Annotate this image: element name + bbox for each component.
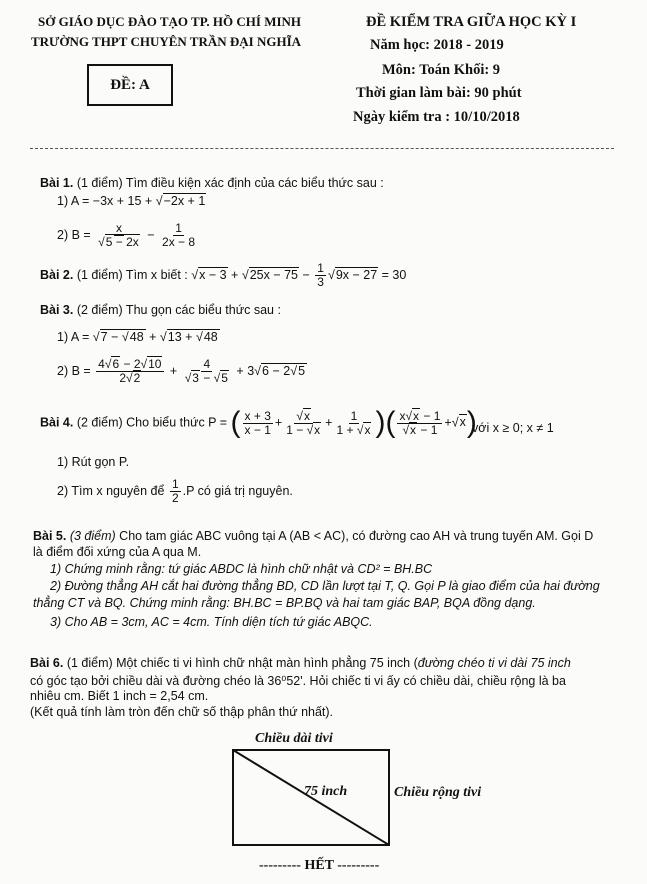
problem-4-condition: với x ≥ 0; x ≠ 1 bbox=[472, 421, 554, 435]
p3-a-root-2-inner: 48 bbox=[203, 330, 218, 344]
p3-g-r1: 3 bbox=[192, 371, 199, 385]
p2-root-2: 25x − 75 bbox=[249, 267, 298, 282]
p4-d-d2: − 1 bbox=[417, 422, 438, 437]
p3-tail-a: + 3 bbox=[232, 363, 255, 378]
p4-d-n3: − 1 bbox=[420, 408, 441, 423]
problem-2: Bài 2. (1 điểm) Tìm x biết : √x − 3 + √25x − 75 − $\frac{1}{3}$ √9x − 27 = 30 bbox=[40, 261, 407, 289]
problem-6-line-4: (Kết quả tính làm tròn đến chữ số thập phân thứ nhất). bbox=[30, 705, 334, 719]
p4-b-den-r: x bbox=[314, 422, 321, 437]
p1-frac-1-den: √5 − 2x bbox=[98, 235, 139, 249]
problem-3-text: (2 điểm) Thu gọn các biểu thức sau : bbox=[76, 303, 281, 317]
p3-g-num: 4 bbox=[203, 357, 211, 371]
subject-line: Môn: Toán Khối: 9 bbox=[382, 62, 501, 78]
p2-minus: − bbox=[299, 267, 314, 282]
problem-5-text-1: Cho tam giác ABC vuông tại A (AB < AC), có đường cao AH và trung tuyến AM. Gọi D bbox=[115, 529, 594, 543]
problem-4-text: (2 điểm) Cho biểu thức P = bbox=[76, 415, 231, 430]
problem-5-label: Bài 5. bbox=[33, 529, 67, 543]
exam-code: ĐỀ: A bbox=[110, 76, 150, 93]
p3-d-a: 2 bbox=[119, 371, 127, 385]
p4-d-d1: x bbox=[410, 422, 417, 437]
p4-e-root: x bbox=[459, 415, 466, 430]
problem-4-question-1: 1) Rút gọn P. bbox=[57, 455, 130, 469]
end-marker: --------- HẾT --------- bbox=[259, 858, 380, 873]
p4-q2-den: 2 bbox=[171, 491, 179, 505]
p4-d-n1: x bbox=[399, 408, 406, 423]
problem-5-question-2b: thẳng CT và BQ. Chứng minh rằng: BH.BC = BP.BQ và hai tam giác BAP, BQA đồng dạng. bbox=[33, 596, 536, 610]
problem-2-label: Bài 2. bbox=[40, 267, 74, 282]
p2-equals: = 30 bbox=[378, 267, 407, 282]
problem-3-part-1: 1) A = √7 − √48 + √13 + √48 bbox=[57, 330, 218, 344]
problem-6-text-1b: đường chéo ti vi dài 75 inch bbox=[417, 656, 571, 670]
p4-b-den-t: 1 − bbox=[286, 422, 307, 437]
problem-3-part-2: 2) B = $\frac{4√6 - 2√10}{2√2}$ + $\frac{4}{√3 - √5}$ + 3√6 − 2√5 bbox=[57, 357, 306, 385]
p3-a-root-2-text: 13 + bbox=[167, 330, 196, 344]
p3-a-plus: + bbox=[145, 330, 160, 344]
p4-c-den-r: x bbox=[364, 422, 371, 437]
p1-frac-1-root: 5 − 2x bbox=[105, 235, 139, 249]
p4-d-den: √x − 1 bbox=[402, 422, 438, 437]
p2-frac-den: 3 bbox=[317, 275, 324, 289]
problem-5-question-2a: 2) Đường thẳng AH cắt hai đường thẳng BD, CD lần lượt tại T, Q. Gọi P là giao điểm của hai đường bbox=[50, 579, 600, 593]
p3-g-r2: 5 bbox=[221, 371, 228, 385]
p2-root-1: x − 3 bbox=[199, 267, 227, 282]
problem-2-text: (1 điểm) Tìm x biết : bbox=[76, 267, 192, 282]
problem-5-line-2: là điểm đối xứng của A qua M. bbox=[33, 545, 202, 559]
paren-close-1: ) bbox=[375, 406, 386, 439]
p2-frac-num: 1 bbox=[317, 261, 324, 275]
p1-minus: − bbox=[143, 227, 159, 242]
problem-1-part-1: 1) A = −3x + 15 + √−2x + 1 bbox=[57, 194, 206, 208]
p3-b-label: 2) B = bbox=[57, 363, 95, 378]
p4-q2-num: 1 bbox=[171, 477, 179, 491]
paren-close-2: ) bbox=[466, 406, 477, 439]
p3-a-root-1: 7 − √48 bbox=[100, 330, 144, 344]
problem-4-label: Bài 4. bbox=[40, 415, 74, 430]
p4-c-den-t: 1 + bbox=[336, 422, 357, 437]
department-name: SỞ GIÁO DỤC ĐÀO TẠO TP. HỒ CHÍ MINH bbox=[38, 14, 302, 29]
problem-5-question-1: 1) Chứng minh rằng: tứ giác ABDC là hình chữ nhật và CD² = BH.BC bbox=[50, 562, 433, 576]
school-name: TRƯỜNG THPT CHUYÊN TRẦN ĐẠI NGHĨA bbox=[31, 34, 302, 49]
p4-c-num: 1 bbox=[350, 408, 358, 423]
p4-c-den: 1 + √x bbox=[336, 422, 371, 437]
p4-b-den: 1 − √x bbox=[286, 422, 321, 437]
problem-6-label: Bài 6. bbox=[30, 656, 64, 670]
duration-line: Thời gian làm bài: 90 phút bbox=[356, 85, 522, 101]
tv-diagonal-label: 75 inch bbox=[304, 784, 348, 799]
p1-frac-2-num: 1 bbox=[175, 221, 182, 235]
p3-b-frac-1-den: 2√2 bbox=[119, 371, 141, 385]
tv-width-label: Chiều rộng tivi bbox=[394, 785, 482, 800]
paren-open-1: ( bbox=[230, 406, 241, 439]
p3-tail-r-b: 5 bbox=[298, 363, 306, 378]
p3-a-root-2: 13 + √48 bbox=[167, 330, 218, 344]
problem-6-text-1a: (1 điểm) Một chiếc ti vi hình chữ nhật màn hình phẳng 75 inch ( bbox=[63, 656, 418, 670]
school-year: Năm học: 2018 - 2019 bbox=[370, 37, 504, 53]
problem-4-expression: Bài 4. (2 điểm) Cho biểu thức P = ( $\frac{x + 3}{x - 1}$ + $\frac{√x}{1 - √x}$ + $\frac{1}{1 + √x}$ )( $\frac{x√x - 1}{√x - 1}$ +√x) bbox=[40, 406, 477, 439]
problem-5-question-3: 3) Cho AB = 3cm, AC = 4cm. Tính diện tích tứ giác ABQC. bbox=[50, 615, 373, 629]
p1-root-a: −2x + 1 bbox=[163, 194, 206, 208]
problem-6-line-3: nhiêu cm. Biết 1 inch = 2,54 cm. bbox=[30, 689, 209, 703]
problem-3-label: Bài 3. bbox=[40, 303, 74, 317]
p4-q2-a: 2) Tìm x nguyên để bbox=[57, 483, 168, 498]
p4-b-num-r: x bbox=[303, 408, 310, 423]
problem-6-line-2: có góc tạo bởi chiều dài và đường chéo là 36⁰52'. Hỏi chiếc ti vi ấy có chiều dài, chiều rộng là ba bbox=[30, 674, 566, 688]
p3-n-r1: 6 bbox=[112, 357, 120, 371]
p4-d-n2: x bbox=[413, 408, 420, 423]
problem-5-points: (3 điểm) bbox=[69, 529, 116, 543]
p1-frac-2-den: 2x − 8 bbox=[162, 235, 196, 249]
problem-1-label: Bài 1. bbox=[40, 176, 74, 190]
p3-a-label: 1) A = bbox=[57, 330, 93, 344]
paren-open-2: ( bbox=[385, 406, 396, 439]
p3-a-root-1-inner: 48 bbox=[129, 330, 144, 344]
p3-d-r: 2 bbox=[133, 371, 141, 385]
p1-expr-a: 1) A = −3x + 15 + bbox=[57, 194, 156, 208]
p1-expr-b: 2) B = bbox=[57, 227, 95, 242]
exam-title: ĐỀ KIỂM TRA GIỮA HỌC KỲ I bbox=[366, 14, 577, 30]
p3-tail-r-a: 6 − 2 bbox=[262, 363, 291, 378]
p4-d-num: x√x − 1 bbox=[399, 408, 441, 423]
problem-1-text: (1 điểm) Tìm điều kiện xác định của các biểu thức sau : bbox=[76, 176, 384, 190]
tv-length-label: Chiều dài tivi bbox=[255, 731, 333, 746]
p3-b-frac-1-num: 4√6 − 2√10 bbox=[96, 358, 164, 372]
p3-n-a: 4 bbox=[98, 357, 105, 371]
p1-frac-1-num: x bbox=[115, 221, 122, 235]
p2-root-3: 9x − 27 bbox=[335, 267, 378, 282]
p4-q2-b: .P có giá trị nguyên. bbox=[182, 483, 293, 498]
p4-a-num: x + 3 bbox=[244, 408, 271, 423]
p3-g-m: − bbox=[199, 371, 214, 385]
p3-n-r2: 10 bbox=[148, 357, 162, 371]
exam-date: Ngày kiểm tra : 10/10/2018 bbox=[353, 109, 520, 125]
p3-a-root-1-text: 7 − bbox=[100, 330, 122, 344]
p2-plus: + bbox=[227, 267, 242, 282]
p4-b-num: √x bbox=[294, 410, 313, 424]
p3-n-b: − 2 bbox=[120, 357, 141, 371]
p4-a-den: x − 1 bbox=[244, 422, 271, 437]
p3-tail-root: 6 − 2√5 bbox=[262, 363, 306, 378]
p3-g-den: √3 − √5 bbox=[184, 371, 228, 385]
